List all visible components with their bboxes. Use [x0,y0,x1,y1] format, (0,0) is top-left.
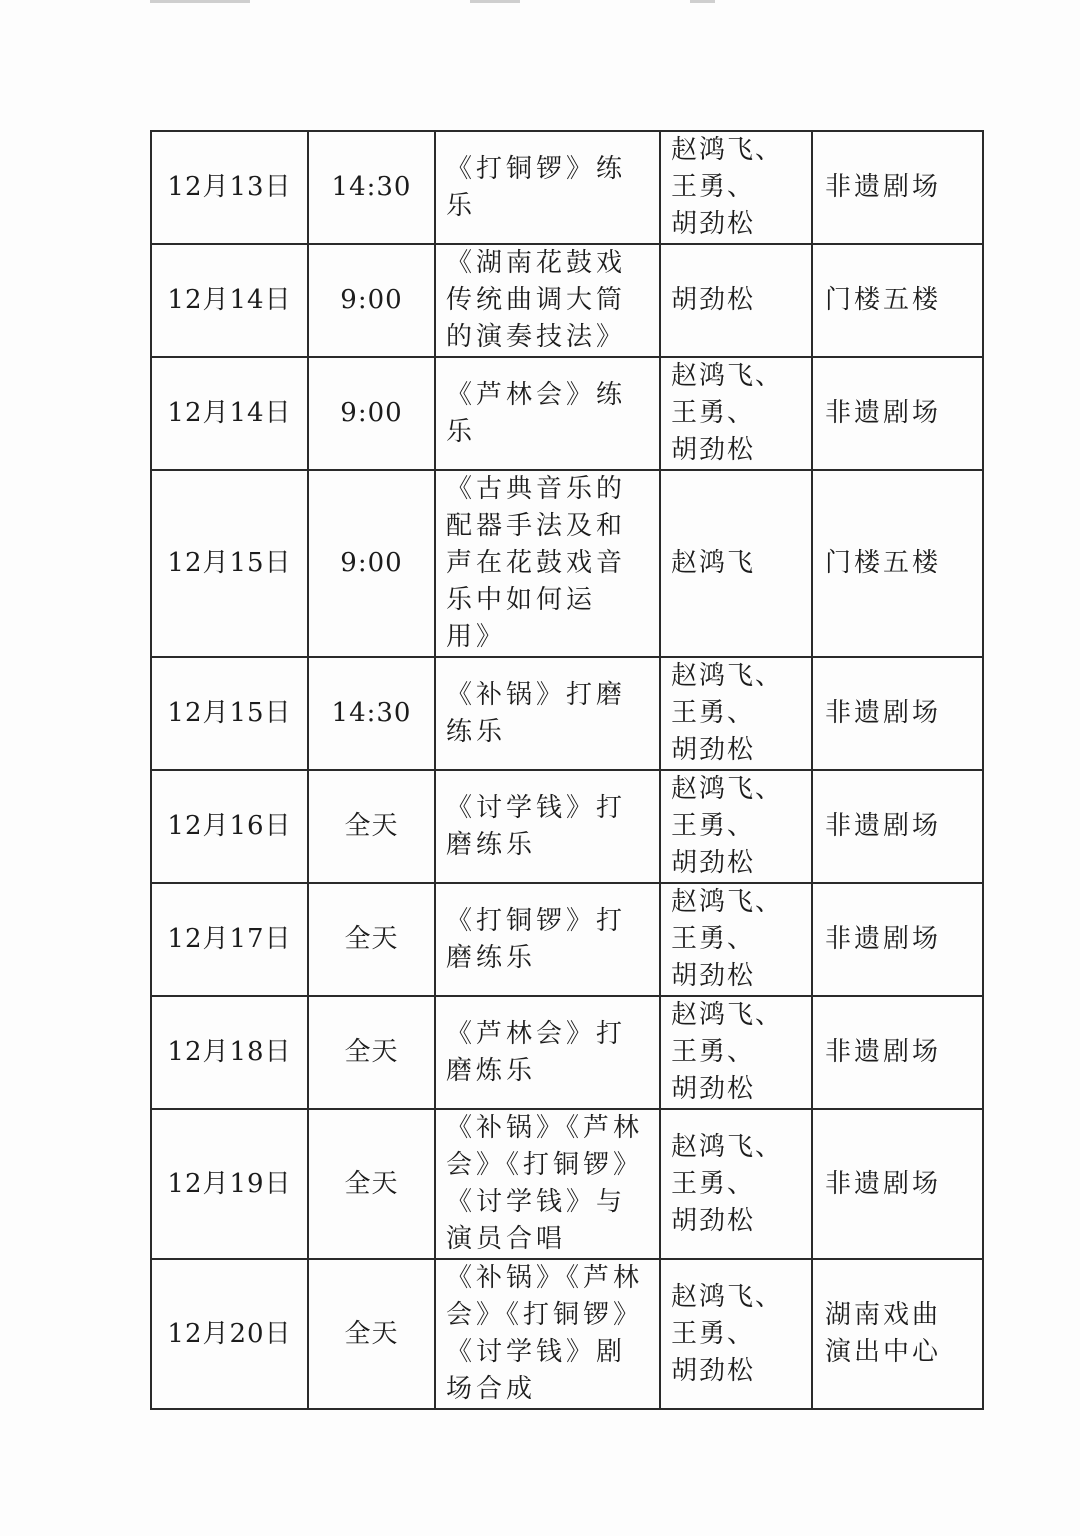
schedule-table-body [151,131,983,1409]
time-cell: 全天 [308,1259,435,1409]
content-cell [435,470,660,657]
content-line: 乐中如何运 [446,585,597,615]
people-line: 赵鸿飞、 [671,1281,784,1312]
content-line: 乐 [446,190,477,221]
content-line: 《补锅》《芦林 [446,1263,644,1293]
table-row [151,131,983,244]
people-cell [660,1109,812,1259]
people-line: 胡劲松 [671,961,756,991]
venue-line: 非遗剧场 [825,172,942,202]
people-line: 胡劲松 [671,735,756,765]
venue-line: 非遗剧场 [825,398,942,428]
people-line: 王勇、 [671,1168,756,1199]
people-line: 赵鸿飞、 [671,361,784,391]
people-cell [660,996,812,1109]
people-line: 胡劲松 [671,209,756,239]
people-cell [660,244,812,357]
content-line: 配器手法及和 [446,511,627,541]
content-cell [435,244,660,357]
venue-line: 门楼五楼 [825,285,942,315]
table-row [151,770,983,883]
time-cell: 9:00 [308,357,435,470]
venue-cell [812,996,983,1109]
table-row [151,996,983,1109]
people-line: 赵鸿飞、 [671,774,784,804]
people-cell [660,883,812,996]
time-cell: 9:00 [308,244,435,357]
people-line: 王勇、 [671,924,756,954]
table-row [151,470,983,657]
schedule-table [150,130,984,1410]
content-line: 《芦林会》打 [446,1018,627,1049]
time-cell: 全天 [308,883,435,996]
date-cell: 12月18日 [151,996,308,1109]
content-cell [435,1109,660,1259]
venue-line: 非遗剧场 [825,924,942,954]
people-line: 胡劲松 [671,1355,756,1386]
time-cell: 全天 [308,996,435,1109]
time-cell: 全天 [308,1109,435,1259]
people-line: 王勇、 [671,811,756,841]
table-row [151,357,983,470]
scan-mark-top-mid [470,0,520,3]
content-line: 用》 [446,622,507,652]
date-cell: 12月15日 [151,657,308,770]
people-line: 胡劲松 [671,1205,756,1236]
venue-cell [812,131,983,244]
content-line: 的演奏技法》 [446,322,627,352]
venue-cell [812,657,983,770]
venue-line: 非遗剧场 [825,1168,942,1199]
content-line: 会》《打铜锣》 [446,1300,644,1330]
content-line: 《古典音乐的 [446,474,627,504]
table-row [151,1109,983,1259]
content-line: 《湖南花鼓戏 [446,248,627,278]
venue-line: 湖南戏曲 [825,1300,942,1330]
people-line: 赵鸿飞、 [671,661,784,691]
date-cell: 12月19日 [151,1109,308,1259]
content-line: 声在花鼓戏音 [446,548,627,578]
people-line: 胡劲松 [671,285,756,315]
people-cell [660,657,812,770]
content-line: 场合成 [446,1374,537,1404]
content-cell [435,770,660,883]
people-line: 王勇、 [671,698,756,728]
content-line: 《补锅》《芦林 [446,1113,644,1143]
people-line: 赵鸿飞、 [671,1131,784,1162]
content-line: 《讨学钱》与 [446,1187,627,1217]
time-cell: 14:30 [308,657,435,770]
venue-cell [812,770,983,883]
content-cell [435,131,660,244]
people-line: 赵鸿飞、 [671,135,784,165]
people-cell [660,357,812,470]
people-cell [660,1259,812,1409]
content-line: 《补锅》打磨 [446,679,627,710]
people-line: 胡劲松 [671,848,756,878]
date-cell: 12月20日 [151,1259,308,1409]
people-line: 王勇、 [671,398,756,428]
venue-cell [812,244,983,357]
people-line: 赵鸿飞 [671,548,756,578]
venue-line: 门楼五楼 [825,548,942,578]
date-cell: 12月17日 [151,883,308,996]
venue-line: 非遗剧场 [825,1037,942,1067]
scan-mark-top-right [690,0,715,3]
venue-cell [812,470,983,657]
people-line: 赵鸿飞、 [671,887,784,917]
content-line: 乐 [446,416,477,447]
venue-line: 演出中心 [825,1337,942,1367]
people-line: 王勇、 [671,172,756,202]
content-line: 磨炼乐 [446,1055,537,1086]
content-line: 《讨学钱》剧 [446,1337,627,1367]
scan-mark-top-left [150,0,250,3]
people-line: 王勇、 [671,1318,756,1349]
date-cell: 12月14日 [151,244,308,357]
people-cell [660,131,812,244]
date-cell: 12月13日 [151,131,308,244]
people-line: 胡劲松 [671,435,756,465]
content-line: 磨练乐 [446,942,537,973]
content-line: 《芦林会》练 [446,379,627,410]
content-line: 会》《打铜锣》 [446,1150,644,1180]
people-line: 赵鸿飞、 [671,1000,784,1030]
content-line: 《打铜锣》打 [446,905,627,936]
time-cell: 全天 [308,770,435,883]
content-cell [435,883,660,996]
venue-cell [812,1259,983,1409]
content-line: 《讨学钱》打 [446,792,627,823]
table-row [151,1259,983,1409]
content-cell [435,657,660,770]
content-line: 演员合唱 [446,1224,567,1254]
content-line: 练乐 [446,716,507,747]
content-line: 传统曲调大筒 [446,285,627,315]
people-cell [660,470,812,657]
date-cell: 12月16日 [151,770,308,883]
people-cell [660,770,812,883]
content-cell [435,996,660,1109]
venue-line: 非遗剧场 [825,698,942,728]
table-row [151,883,983,996]
time-cell: 9:00 [308,470,435,657]
content-cell [435,1259,660,1409]
table-row [151,657,983,770]
content-line: 《打铜锣》练 [446,153,627,184]
people-line: 王勇、 [671,1037,756,1067]
people-line: 胡劲松 [671,1074,756,1104]
content-line: 磨练乐 [446,829,537,860]
table-row [151,244,983,357]
time-cell: 14:30 [308,131,435,244]
date-cell: 12月15日 [151,470,308,657]
content-cell [435,357,660,470]
date-cell: 12月14日 [151,357,308,470]
venue-cell [812,357,983,470]
venue-cell [812,1109,983,1259]
venue-line: 非遗剧场 [825,811,942,841]
venue-cell [812,883,983,996]
